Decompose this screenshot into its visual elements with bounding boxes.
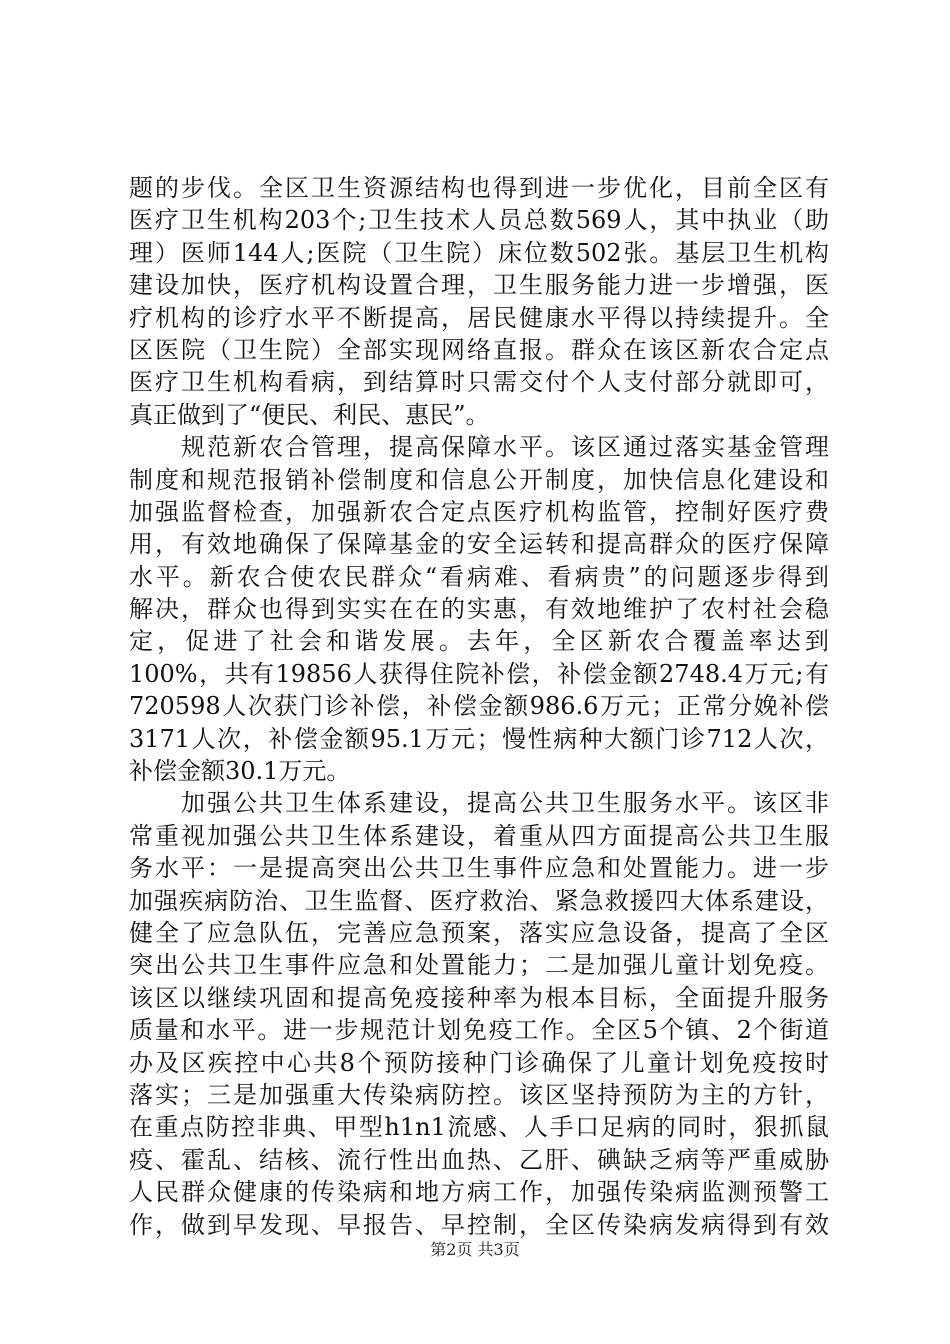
text-line: 落实；三是加强重大传染病防控。该区坚持预防为主的方针， bbox=[129, 1080, 829, 1109]
text-line: 疗机构的诊疗水平不断提高，居民健康水平得以持续提升。全 bbox=[129, 303, 829, 332]
text-line: 制度和规范报销补偿制度和信息公开制度，加快信息化建设和 bbox=[129, 465, 829, 494]
text-line: 加强疾病防治、卫生监督、医疗救治、紧急救援四大体系建设， bbox=[129, 886, 829, 915]
text-line: 补偿金额30.1万元。 bbox=[129, 757, 351, 786]
text-line: 真正做到了“便民、利民、惠民”。 bbox=[129, 400, 490, 429]
text-line: 在重点防控非典、甲型h1n1流感、人手口足病的同时，狠抓鼠 bbox=[129, 1113, 829, 1142]
text-line: 人民群众健康的传染病和地方病工作，加强传染病监测预警工 bbox=[129, 1178, 829, 1207]
page-number-footer: 第2页 共3页 bbox=[430, 1240, 520, 1259]
text-line: 3171人次，补偿金额95.1万元；慢性病种大额门诊712人次， bbox=[129, 724, 829, 753]
paragraph-start-line: 加强公共卫生体系建设，提高公共卫生服务水平。该区非 bbox=[129, 789, 829, 818]
text-line: 务水平：一是提高突出公共卫生事件应急和处置能力。进一步 bbox=[129, 854, 829, 883]
text-line: 理）医师144人;医院（卫生院）床位数502张。基层卫生机构 bbox=[129, 238, 829, 267]
text-line: 办及区疾控中心共8个预防接种门诊确保了儿童计划免疫按时 bbox=[129, 1048, 829, 1077]
text-line: 用，有效地确保了保障基金的安全运转和提高群众的医疗保障 bbox=[129, 530, 829, 559]
text-line: 定，促进了社会和谐发展。去年，全区新农合覆盖率达到 bbox=[129, 627, 829, 656]
text-line: 加强监督检查，加强新农合定点医疗机构监管，控制好医疗费 bbox=[129, 497, 829, 526]
text-line: 作，做到早发现、早报告、早控制，全区传染病发病得到有效 bbox=[129, 1210, 829, 1239]
text-line: 该区以继续巩固和提高免疫接种率为根本目标，全面提升服务 bbox=[129, 983, 829, 1012]
text-line: 健全了应急队伍，完善应急预案，落实应急设备，提高了全区 bbox=[129, 918, 829, 947]
text-line: 常重视加强公共卫生体系建设，着重从四方面提高公共卫生服 bbox=[129, 821, 829, 850]
text-line: 疫、霍乱、结核、流行性出血热、乙肝、碘缺乏病等严重威胁 bbox=[129, 1145, 829, 1174]
text-line: 解决，群众也得到实实在在的实惠，有效地维护了农村社会稳 bbox=[129, 595, 829, 624]
text-line: 医疗卫生机构203个;卫生技术人员总数569人，其中执业（助 bbox=[129, 206, 829, 235]
text-line: 720598人次获门诊补偿，补偿金额986.6万元；正常分娩补偿 bbox=[129, 692, 829, 721]
text-line: 建设加快，医疗机构设置合理，卫生服务能力进一步增强，医 bbox=[129, 271, 829, 300]
text-line: 区医院（卫生院）全部实现网络直报。群众在该区新农合定点 bbox=[129, 335, 829, 364]
text-line: 质量和水平。进一步规范计划免疫工作。全区5个镇、2个街道 bbox=[129, 1016, 829, 1045]
text-line: 医疗卫生机构看病，到结算时只需交付个人支付部分就即可， bbox=[129, 368, 829, 397]
text-line: 突出公共卫生事件应急和处置能力；二是加强儿童计划免疫。 bbox=[129, 951, 829, 980]
document-body bbox=[129, 172, 829, 1241]
text-line: 100%，共有19856人获得住院补偿，补偿金额2748.4万元;有 bbox=[129, 659, 829, 688]
paragraph-start-line: 规范新农合管理，提高保障水平。该区通过落实基金管理 bbox=[129, 433, 829, 462]
text-line: 水平。新农合使农民群众“看病难、看病贵”的问题逐步得到 bbox=[129, 562, 829, 591]
text-line: 题的步伐。全区卫生资源结构也得到进一步优化，目前全区有 bbox=[129, 174, 829, 202]
